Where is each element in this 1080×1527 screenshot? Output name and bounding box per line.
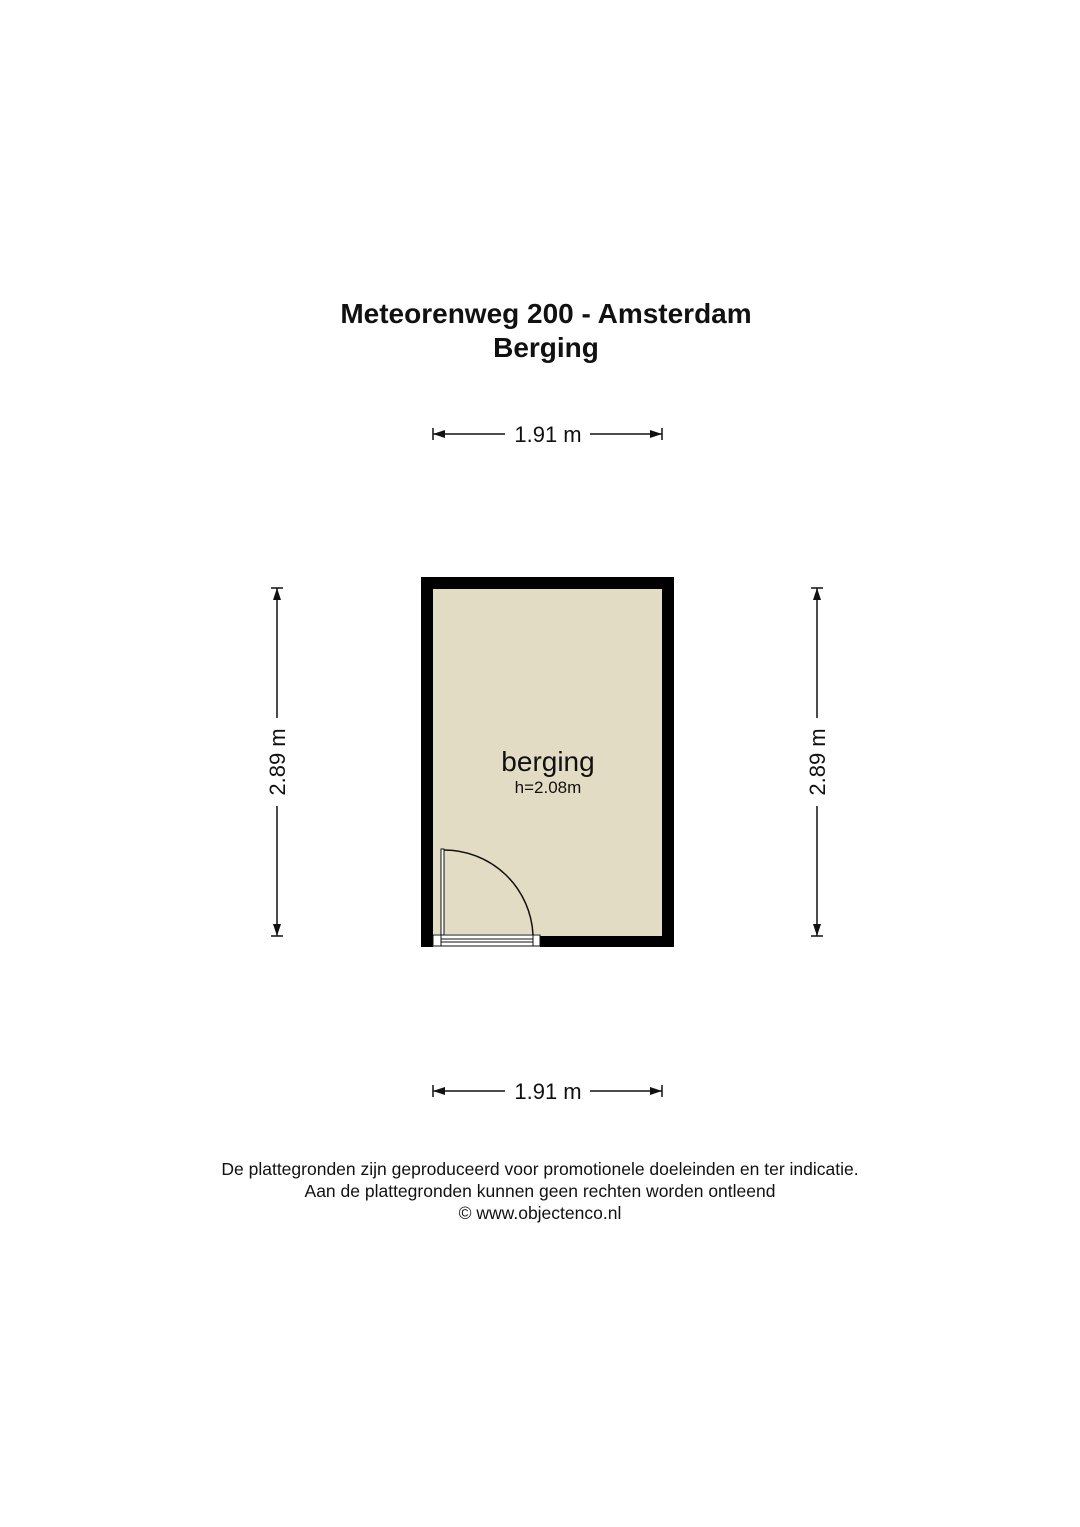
disclaimer-line-1: De plattegronden zijn geproduceerd voor promotionele doeleinden en ter indicatie.: [221, 1159, 859, 1179]
right-height-label: 2.89 m: [805, 728, 830, 796]
bottom-width-dimension: [433, 1079, 662, 1104]
top-width-dimension: [433, 422, 662, 447]
bottom-width-label: 1.91 m: [514, 1079, 582, 1104]
copyright-line: © www.objectenco.nl: [458, 1203, 622, 1223]
disclaimer-line-2: Aan de plattegronden kunnen geen rechten worden ontleend: [304, 1181, 776, 1201]
door-leaf: [441, 849, 444, 935]
left-height-label: 2.89 m: [265, 728, 290, 796]
plan-subtitle: Berging: [493, 332, 599, 363]
left-height-dimension: [265, 588, 290, 936]
room-height-label: h=2.08m: [514, 778, 582, 797]
room-berging: [421, 577, 674, 947]
top-width-label: 1.91 m: [514, 422, 582, 447]
room-name-label: berging: [501, 746, 595, 777]
plan-title: Meteorenweg 200 - Amsterdam: [340, 298, 752, 329]
right-height-dimension: [805, 588, 830, 936]
